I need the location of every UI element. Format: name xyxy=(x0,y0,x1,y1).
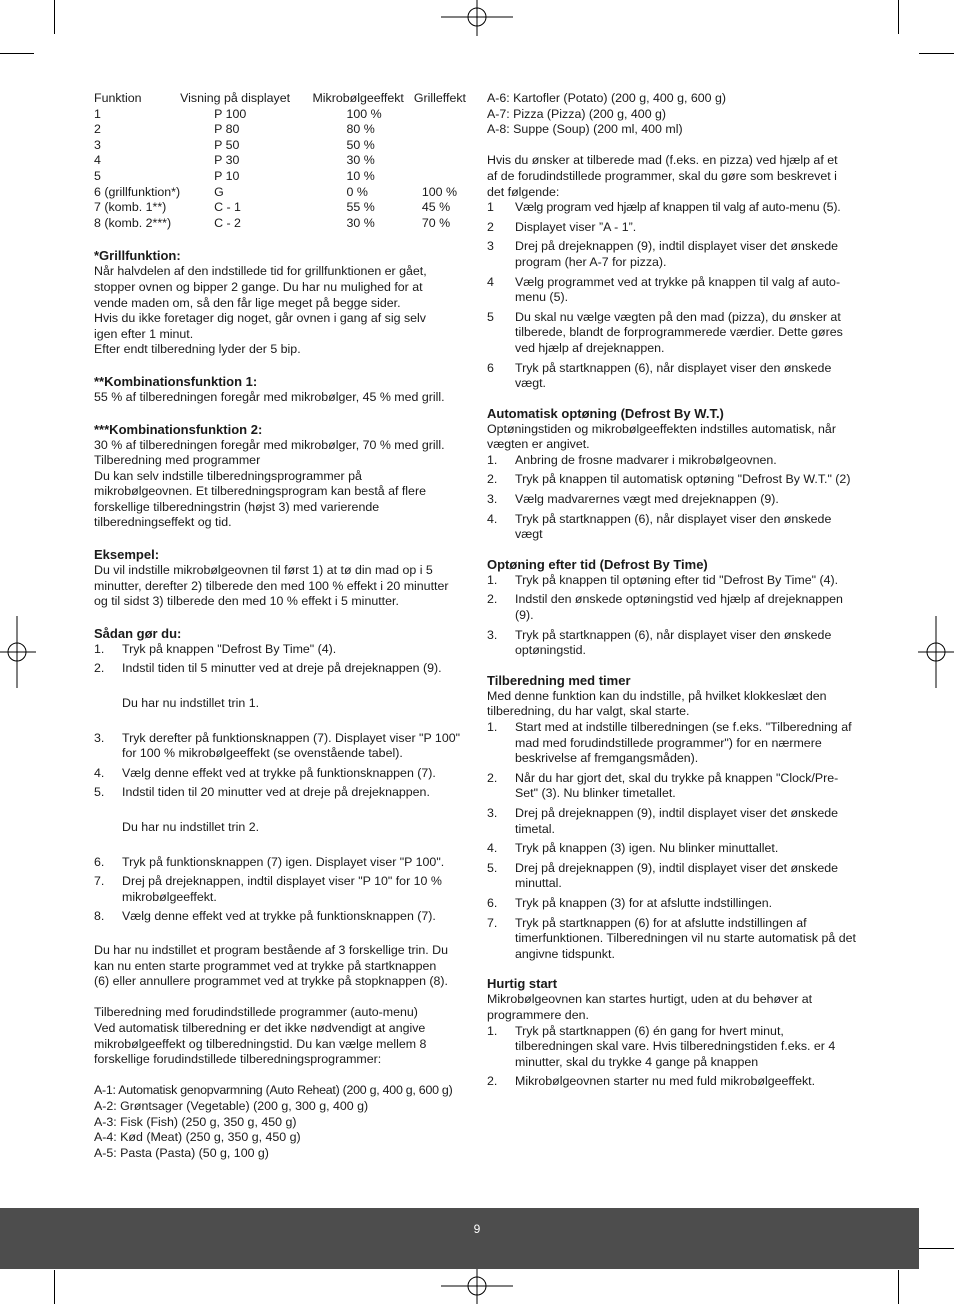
list-item: 2. Når du har gjort det, skal du trykke på knappen "Clock/Pre-Set" (3). Nu blinker timetallet. xyxy=(487,770,839,801)
table-header: Funktion xyxy=(94,91,142,105)
section-heading-komb1: **Kombinationsfunktion 1: xyxy=(94,373,258,389)
list-item: 5. Drej på drejeknappen (9), indtil displayet viser det ønskede minuttal. xyxy=(487,860,839,891)
list-item: 4. Vælg denne effekt ved at trykke på funktionsknappen (7). xyxy=(94,765,436,780)
list-item: 7. Drej på drejeknappen, indtil displayet viser "P 10" for 10 % mikrobølgeeffekt. xyxy=(94,874,442,904)
table-cell xyxy=(414,138,466,154)
section-heading-saadan: Sådan gør du: xyxy=(94,625,182,641)
registration-mark-icon xyxy=(0,616,36,688)
table-cell: P 10 xyxy=(214,168,240,183)
komb1-text: 55 % af tilberedningen foregår med mikrobølger, 45 % med grill. xyxy=(94,389,445,404)
defrost-wt-text: vægten er angivet. xyxy=(487,437,590,452)
komb2-text: mikrobølgeovnen. Et tilberedningsprogram kan bestå af flere xyxy=(94,484,426,499)
table-header: Mikrobølgeeffekt xyxy=(312,91,404,105)
section-heading-grill: *Grillfunktion: xyxy=(94,248,181,264)
automenu-intro: Hvis du ønsker at tilberede mad (f.eks. en pizza) ved hjælp af et xyxy=(487,153,838,168)
table-cell: P 80 xyxy=(214,122,240,137)
summary-text: Du har nu indstillet et program bestående af 3 forskellige trin. Du xyxy=(94,942,449,957)
list-item: 8. Vælg denne effekt ved at trykke på funktionsknappen (7). xyxy=(94,909,436,924)
eksempel-text: minutter, derefter 2) tilberede den med 100 % effekt i 20 minutter xyxy=(94,578,449,593)
table-row xyxy=(94,138,466,154)
table-cell: 6 (grillfunktion*) xyxy=(94,184,181,199)
program-item: A-5: Pasta (Pasta) (50 g, 100 g) xyxy=(94,1145,269,1160)
table-cell: 30 % xyxy=(346,153,375,168)
right-column xyxy=(487,91,859,1094)
registration-mark-icon xyxy=(441,0,513,36)
list-item: 3. Drej på drejeknappen (9), indtil displayet viser det ønskede timetal. xyxy=(487,805,839,836)
table-cell: 10 % xyxy=(346,168,375,183)
crop-mark xyxy=(898,0,899,34)
list-item: 3. Vælg madvarernes vægt med drejeknappen (9). xyxy=(487,492,779,507)
table-cell xyxy=(414,153,466,169)
automenu-text: Tilberedning med forudindstillede programmer (auto-menu) xyxy=(94,1005,418,1020)
list-item: 2. Tryk på knappen til automatisk optøning "Defrost By W.T." (2) xyxy=(487,472,851,487)
step-note: Du har nu indstillet trin 2. xyxy=(122,820,260,834)
program-item: A-2: Grøntsager (Vegetable) (200 g, 300 g, 400 g) xyxy=(94,1098,369,1113)
section-heading-komb2: ***Kombinationsfunktion 2: xyxy=(94,421,263,437)
list-item: 5 Du skal nu vælge vægten på den mad (pizza), du ønsker at tilberede, blandt de forprogrammerede værdier. Dette gøres ved hjælp af drejeknappen. xyxy=(487,309,843,355)
table-cell: G xyxy=(214,184,224,199)
program-item: A-1: Automatisk genopvarmning (Auto Reheat) (200 g, 400 g, 600 g) xyxy=(94,1083,453,1098)
grill-text: Efter endt tilberedning lyder der 5 bip. xyxy=(94,342,301,357)
summary-text: (6) eller annullere programmet ved at trykke på stopknappen (8). xyxy=(94,974,448,989)
table-cell xyxy=(414,122,466,138)
program-item: A-8: Suppe (Soup) (200 ml, 400 ml) xyxy=(487,122,683,137)
automenu-text: forskellige forudindstillede tilberedningsprogrammer: xyxy=(94,1052,382,1067)
table-cell xyxy=(414,107,466,123)
table-row xyxy=(94,107,466,123)
list-item: 2. Indstil tiden til 5 minutter ved at dreje på drejeknappen (9). xyxy=(94,661,442,676)
table-cell: 1 xyxy=(94,106,101,121)
eksempel-text: Du vil indstille mikrobølgeovnen til først 1) at tø din mad op i 5 xyxy=(94,563,433,578)
section-heading-timer: Tilberedning med timer xyxy=(487,672,631,688)
komb2-text: forskellige tilberedningstrin (højst 3) med varierende xyxy=(94,499,380,514)
section-heading-eksempel: Eksempel: xyxy=(94,547,160,563)
list-item: 1. Tryk på startknappen (6) én gang for hvert minut, tilberedningen skal vare. Hvis tilberedningstiden f.eks. er 4 minutter, skal du trykke 4 gange på knappen xyxy=(487,1023,836,1069)
table-cell xyxy=(414,169,466,185)
eksempel-text: og til sidst 3) tilberede den med 10 % effekt i 5 minutter. xyxy=(94,594,399,609)
table-row xyxy=(94,200,466,216)
komb2-text: tilberedningseffekt og tid. xyxy=(94,515,232,530)
table-cell: C - 1 xyxy=(214,200,241,215)
automenu-intro: af de forudindstillede programmer, skal du gøre som beskrevet i xyxy=(487,168,837,183)
crop-mark xyxy=(919,53,954,54)
table-cell: 8 (komb. 2***) xyxy=(94,215,172,230)
program-item: A-3: Fisk (Fish) (250 g, 350 g, 450 g) xyxy=(94,1114,297,1129)
table-row xyxy=(94,153,466,169)
automenu-intro: det følgende: xyxy=(487,184,560,199)
table-row xyxy=(94,185,466,201)
list-item: 5. Indstil tiden til 20 minutter ved at dreje på drejeknappen. xyxy=(94,785,430,800)
list-item: 1. Tryk på knappen til optøning efter tid "Defrost By Time" (4). xyxy=(487,572,839,587)
table-cell: 7 (komb. 1**) xyxy=(94,200,167,215)
crop-mark xyxy=(898,1270,899,1304)
left-column xyxy=(94,91,466,1161)
function-table xyxy=(94,91,466,231)
grill-text: igen efter 1 minut. xyxy=(94,326,194,341)
hurtig-text: programmere den. xyxy=(487,1007,589,1022)
list-item: 3. Tryk på startknappen (6), når displayet viser den ønskede optøningstid. xyxy=(487,627,832,658)
registration-mark-icon xyxy=(918,616,954,688)
list-item: 7. Tryk på startknappen (6) for at afslutte indstillingen af timerfunktionen. Tilberedningen vil nu starte automatisk på det angivne tidspunkt. xyxy=(487,915,856,961)
table-header: Grilleffekt xyxy=(413,91,466,105)
automenu-text: mikrobølgeeffekt og tilberedningstid. Du kan vælge mellem 8 xyxy=(94,1036,427,1051)
crop-mark xyxy=(0,53,34,54)
automenu-text: Ved automatisk tilberedning er det ikke nødvendigt at angive xyxy=(94,1020,426,1035)
program-item: A-7: Pizza (Pizza) (200 g, 400 g) xyxy=(487,106,667,121)
list-item: 4 Vælg programmet ved at trykke på knappen til valg af auto-menu (5). xyxy=(487,274,841,305)
list-item: 3. Tryk derefter på funktionsknappen (7). Displayet viser "P 100" for 100 % mikrobølgeeffekt (se ovenstående tabel). xyxy=(94,730,461,761)
table-cell: 3 xyxy=(94,137,101,152)
list-item: 4. Tryk på knappen (3) igen. Nu blinker minuttallet. xyxy=(487,841,779,856)
summary-text: kan nu enten starte programmet ved at trykke på startknappen xyxy=(94,958,437,973)
grill-text: Når halvdelen af den indstillede tid for grillfunktionen er gået, xyxy=(94,264,427,279)
table-cell: 5 xyxy=(94,168,101,183)
list-item: 6 Tryk på startknappen (6), når displayet viser den ønskede vægt. xyxy=(487,360,832,391)
table-row xyxy=(94,122,466,138)
table-cell: 55 % xyxy=(346,200,375,215)
table-cell: 80 % xyxy=(346,122,375,137)
table-cell: 100 % xyxy=(421,184,458,199)
section-heading-defrost-wt: Automatisk optøning (Defrost By W.T.) xyxy=(487,405,724,421)
list-item: 3 Drej på drejeknappen (9), indtil displayet viser det ønskede program (her A-7 for pizza). xyxy=(487,239,839,269)
table-cell: 100 % xyxy=(346,106,382,121)
komb2-text: 30 % af tilberedningen foregår med mikrobølger, 70 % med grill. xyxy=(94,437,445,452)
table-cell: 30 % xyxy=(346,215,375,230)
list-item: 6. Tryk på knappen (3) for at afslutte indstillingen. xyxy=(487,895,773,910)
table-row xyxy=(94,216,466,232)
komb2-text: Du kan selv indstille tilberedningsprogrammer på xyxy=(94,468,362,483)
table-cell: P 30 xyxy=(214,153,240,168)
list-item: 1. Anbring de frosne madvarer i mikrobølgeovnen. xyxy=(487,452,777,467)
list-item: 2. Indstil den ønskede optøningstid ved hjælp af drejeknappen (9). xyxy=(487,592,843,623)
table-cell: 0 % xyxy=(346,184,368,199)
list-item: 1. Tryk på knappen "Defrost By Time" (4). xyxy=(94,641,337,656)
footer-bar xyxy=(0,1208,919,1269)
table-cell: P 100 xyxy=(214,106,247,121)
table-header-row xyxy=(94,91,466,107)
crop-mark xyxy=(919,1248,954,1249)
table-row xyxy=(94,169,466,185)
page-number: 9 xyxy=(473,1222,481,1236)
section-heading-defrost-time: Optøning efter tid (Defrost By Time) xyxy=(487,556,708,572)
list-item: 6. Tryk på funktionsknappen (7) igen. Displayet viser "P 100". xyxy=(94,854,445,869)
timer-text: Med denne funktion kan du indstille, på hvilket klokkeslæt den xyxy=(487,688,827,703)
list-item: 2 Displayet viser ”A - 1”. xyxy=(487,219,637,234)
program-item: A-6: Kartofler (Potato) (200 g, 400 g, 600 g) xyxy=(487,91,726,105)
table-cell: C - 2 xyxy=(214,215,241,230)
list-item: 1 Vælg program ved hjælp af knappen til valg af auto-menu (5). xyxy=(487,200,841,215)
hurtig-text: Mikrobølgeovnen kan startes hurtigt, uden at du behøver at xyxy=(487,992,813,1007)
grill-text: Hvis du ikke foretager dig noget, går ovnen i gang af sig selv xyxy=(94,311,426,326)
step-note: Du har nu indstillet trin 1. xyxy=(122,696,260,711)
table-cell: 4 xyxy=(94,153,101,168)
crop-mark xyxy=(54,1270,55,1304)
grill-text: vende maden om, så den får lige meget på begge sider. xyxy=(94,295,401,310)
defrost-wt-text: Optøningstiden og mikrobølgeeffekten indstilles automatisk, når xyxy=(487,421,836,436)
crop-mark xyxy=(54,0,55,34)
table-cell: 50 % xyxy=(346,137,375,152)
table-header: Visning på displayet xyxy=(180,91,291,105)
table-cell: 70 % xyxy=(421,215,451,230)
list-item: 2. Mikrobølgeovnen starter nu med fuld mikrobølgeeffekt. xyxy=(487,1074,816,1089)
list-item: 1. Start med at indstille tilberedningen (se f.eks. "Tilberedning af mad med forudindstillede programmer") for en nærmere beskrivelse af fremgangsmåden). xyxy=(487,720,852,766)
section-heading-hurtig: Hurtig start xyxy=(487,976,558,992)
table-cell: 2 xyxy=(94,122,101,137)
registration-mark-icon xyxy=(441,1268,513,1304)
komb2-text: Tilberedning med programmer xyxy=(94,453,261,468)
grill-text: stopper ovnen og bipper 2 gange. Du har nu mulighed for at xyxy=(94,279,423,294)
table-cell: 45 % xyxy=(421,200,451,215)
list-item: 4. Tryk på startknappen (6), når displayet viser den ønskede vægt xyxy=(487,511,832,542)
program-item: A-4: Kød (Meat) (250 g, 350 g, 450 g) xyxy=(94,1130,301,1145)
timer-text: tilberedning, du har valgt, skal starte. xyxy=(487,704,690,719)
table-cell: P 50 xyxy=(214,137,240,152)
